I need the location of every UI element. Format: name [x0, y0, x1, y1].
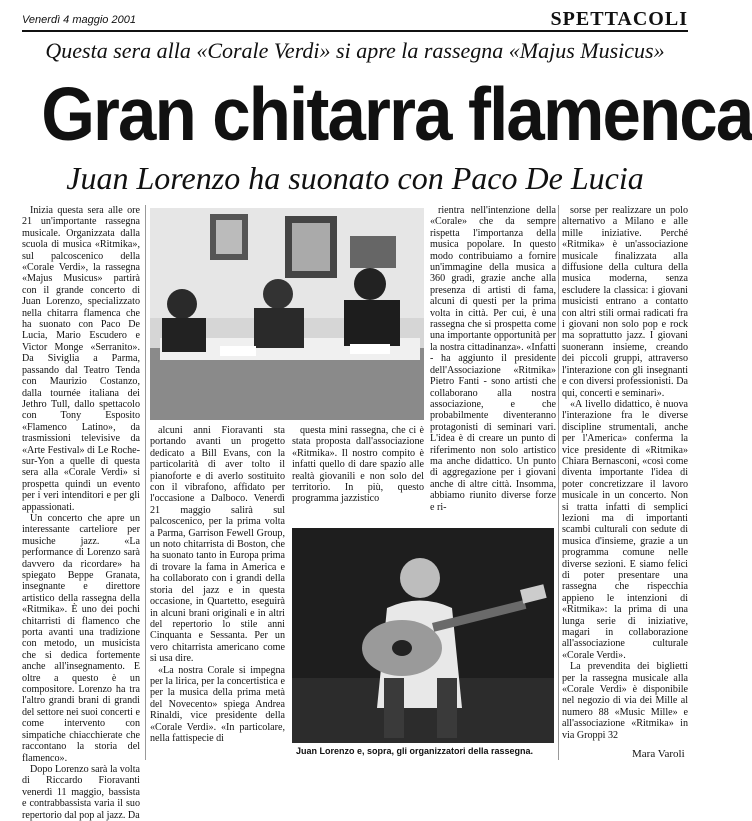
article-kicker: Questa sera alla «Corale Verdi» si apre la rassegna «Majus Musicus» [45, 38, 665, 63]
paragraph: sorse per realizzare un polo alternativo a Milano e alle mille iniziative. Perché «Ritmika» è un'associazione musicale finalizzata alla diffusione della cultura della musica moderna, senza escludere la classica: i giovani musicisti entrano a contatto con altri stili ormai radicati fra i giovani non solo pop e rock ma soprattutto jazz. I giovani suonerann insieme, creando dei piccoli gruppi, attraverso l'interazione con gli insegnanti e con diversi professionisti. Da qui, concerti e seminari». [562, 205, 688, 399]
paragraph: «A livello didattico, è nuova l'interazione fra le diverse discipline strumentali, anche per l'America» conferma la vice presidente di «Ritmika» Chiara Bernasconi, «così come diventa importante l'idea di poter concretizzare il lavoro musicale in un concerto. Non si tratta infatti di semplici lezioni ma di importanti scambi culturali con sedute di musica d'insieme, grazie a un programma comune nelle diverse sezioni. E siamo felici di poter presentare una rassegna che rispecchia appieno le intenzioni di «Ritmika»: la prima di una lunga serie di iniziative, magari in collaborazione all'associazione culturale «Corale Verdi». [562, 398, 688, 661]
paragraph: La prevendita dei biglietti per la rassegna musicale alla «Corale Verdi» è disponibile nel negozio di via dei Mille al numero 88 «Music Mille» e all'associazione «Ritmika» in via Groppi 32 [562, 661, 688, 741]
article-column-3 [430, 205, 556, 515]
article-column-2b [292, 425, 424, 523]
paragraph: rientra nell'intenzione della «Corale» che da sempre rispetta l'importanza della musica popolare. In questo modo contribuiamo a fornire un'immagine della musica a 360 gradi, grazie anche alla presenza di artisti di fama, alcuni di questi per la prima volta in città. Per cui, è una rassegna che si prospetta come una importante opportunità per la nostra cittadinanza». «Infatti - ha aggiunto il presidente dell'Associazione «Ritmika» Pietro Fanti - sono artisti che collaborano alla nostra associazione, e che probabilmente diventeranno protagonisti di seminari vari. L'idea è di creare un punto di riferimento non solo artistico ma anche didattico. Un punto di aggregazione per i giovani anche di altre città. Insomma, abbiamo riunito diverse forze e ri- [430, 205, 556, 513]
paragraph: «La nostra Corale si impegna per la lirica, per la concertistica e per la musica della prima metà del Novecento» spiega Andrea Rinaldi, vice presidente della «Corale Verdi». «In particolare, nella fattispecie di [150, 664, 285, 744]
header-rule [22, 30, 688, 32]
issue-date: Venerdì 4 maggio 2001 [22, 14, 136, 26]
article-column-2 [150, 425, 285, 765]
paragraph: Un concerto che apre un interessante carteliore per musiche jazz. «La performance di Lorenzo sarà davvero da ricordare» ha spiegato Beppe Granata, insegnante e direttore artistico della rassegna della «Ritmika». È uno dei pochi chitarristi di flamenco che porta avanti una tradizione con metodo, un musicista che si dedica fortemente anche all'insegnamento. E oltre a questo è un compositore. Lorenzo ha tra l'altro grandi brani di grandi del settore nei suoi concerti e come intervento con simpatiche chiacchierate che raccontano la storia del flamenco». [22, 512, 140, 764]
paragraph: questa mini rassegna, che ci è stata proposta dall'associazione «Ritmika». Il nostro compito è infatti quello di dare spazio alle realtà giovanili e non solo del territorio. In più, questo programma jazzistico [292, 425, 424, 505]
paragraph: Inizia questa sera alle ore 21 un'importante rassegna musicale. Organizzata dalla scuola di musica «Ritmika», sul palcoscenico della «Corale Verdi», la rassegna «Majus Musicus» partirà con il grande concerto di Juan Lorenzo, specializzato nella chitarra flamenca che ha suonato con Paco De Lucia, Mario Escudero e Victor Monge «Serranito». Da Siviglia a Parma, passando dal Teatro Tenda con Maurizio Costanzo, dalla tournée italiana dei Jethro Tull, dallo spettacolo con Tony Esposito «Flamenco Latino», da trasmissioni televisive da «Arte Festival» di Le Roche-sur-Yon a quelle di questa sera alla «Corale Verdi» si prospetta quindi un evento per i veri intenditori e per gli appassionati. [22, 205, 140, 513]
article-subhead: Juan Lorenzo ha suonato con Paco De Lucia [66, 160, 644, 196]
guitarist-photo [292, 528, 554, 743]
column-divider [145, 205, 146, 760]
page-header [22, 8, 688, 32]
column-divider [558, 205, 559, 760]
photo-caption: Juan Lorenzo e, sopra, gli organizzatori della rassegna. [296, 746, 534, 756]
article-column-1 [22, 205, 140, 821]
section-name: SPETTACOLI [550, 8, 688, 30]
paragraph: alcuni anni Fioravanti sta portando avanti un progetto dedicato a Bill Evans, con la particolarità di aver tolto il pianoforte e di averlo sostituito con il vibrafono, affidato per l'occasione a Dalboco. Venerdì 21 maggio salirà sul palcoscenico, per la prima volta a Parma, Garrison Fewell Group, un noto chitarrista di Boston, che ha suonato tanto in Europa prima di trovare la fama in America e ha collaborato con i grandi della storia del jazz e in questa occasione, in Quartetto, eseguirà in alcuni brani originali e in altri del repertorio lo stile anni Cinquanta e Sessanta. Per un vero chitarrista americano come si usa dire. [150, 425, 285, 665]
article-column-4 [562, 205, 688, 745]
article-headline: Gran chitarra flamenca [41, 72, 752, 156]
author-signature: Mara Varoli [632, 748, 685, 760]
organizers-photo [150, 208, 424, 420]
paragraph: Dopo Lorenzo sarà la volta di Riccardo Fioravanti venerdì 11 maggio, bassista e contrabbassista varia il suo repertorio dal pop al jazz. Da [22, 763, 140, 821]
